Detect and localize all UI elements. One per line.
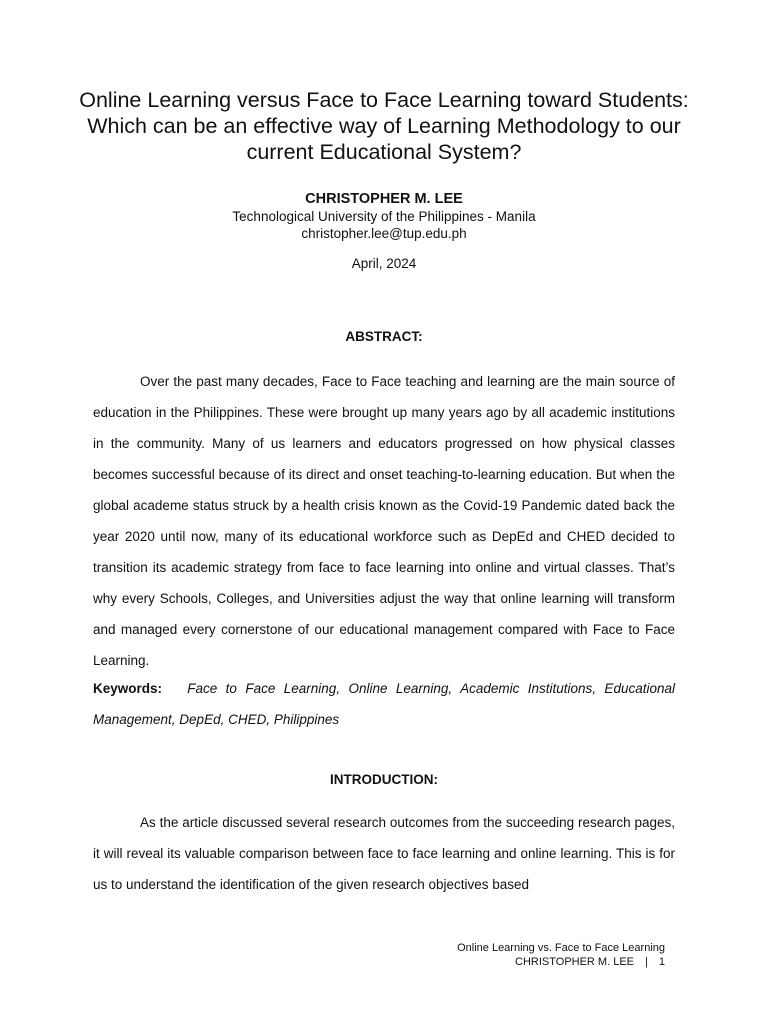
keywords-label: Keywords:: [93, 681, 163, 696]
keywords-values: Face to Face Learning, Online Learning, Academic Institutions, Educational Management, DepEd, CHED, Philippines: [93, 681, 675, 727]
page-number: 1: [658, 956, 665, 968]
author-block: [60, 191, 708, 242]
footer-author: CHRISTOPHER M. LEE: [515, 956, 635, 968]
author-email: christopher.lee@tup.edu.ph: [301, 226, 467, 241]
publication-date: April, 2024: [351, 256, 417, 271]
footer-author-line: [457, 955, 665, 969]
author-affiliation: Technological University of the Philippines - Manila: [232, 209, 536, 224]
introduction-heading: INTRODUCTION:: [330, 772, 438, 787]
page-footer: [457, 941, 665, 969]
author-name: CHRISTOPHER M. LEE: [305, 191, 463, 207]
abstract-heading: ABSTRACT:: [345, 329, 423, 344]
keywords: [93, 673, 675, 735]
abstract-text: Over the past many decades, Face to Face teaching and learning are the main source of education in the Philippines. These were brought up many years ago by all academic institutions in the community. Many of us learners and educators progressed on how physical classes becomes successful because of its direct and onset teaching-to-learning education. But when the global academe status struck by a health crisis known as the Covid-19 Pandemic dated back the year 2020 until now, many of its educational workforce such as DepEd and CHED decided to transition its academic strategy from face to face learning into online and virtual classes. That’s why every Schools, Colleges, and Universities adjust the way that online learning will transform and managed every cornerstone of our educational management compared with Face to Face Learning.: [93, 374, 675, 668]
paper-title: Online Learning versus Face to Face Learning toward Students: Which can be an effective way of Learning Methodology to our current Educational System?: [79, 88, 689, 164]
footer-separator: |: [645, 956, 648, 968]
introduction-text: As the article discussed several research outcomes from the succeeding research pages, it will reveal its valuable comparison between face to face learning and online learning. This is for us to understand the identification of the given research objectives based: [93, 815, 675, 892]
footer-running-title: Online Learning vs. Face to Face Learning: [457, 942, 665, 954]
